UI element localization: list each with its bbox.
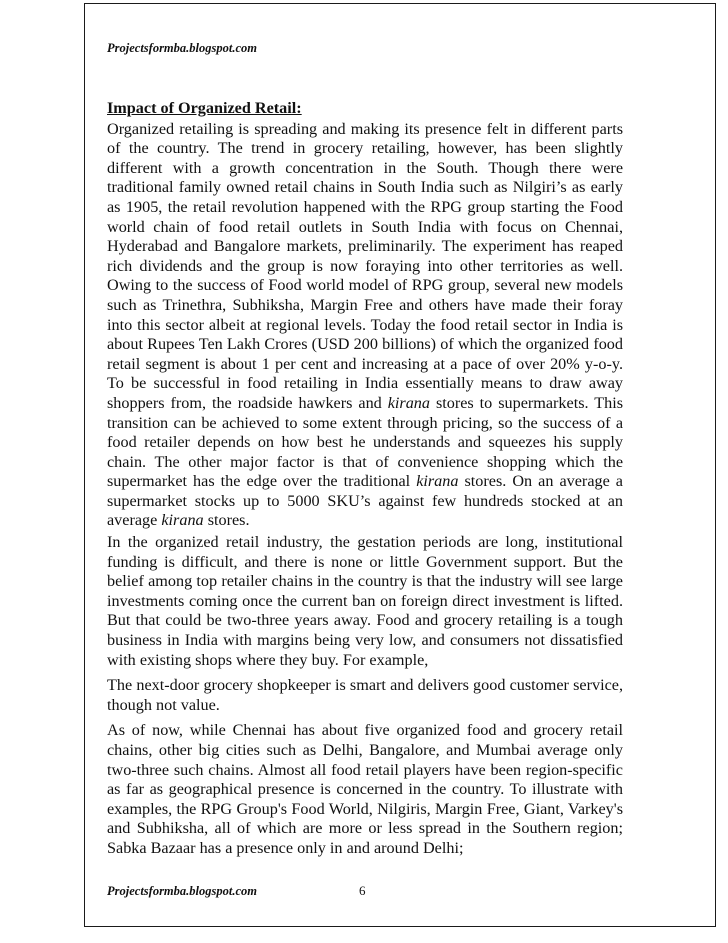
- p1-text-c: stores. On an average a supermarket stocks up to 5000 SKU’s against few hundreds stocked at an average: [107, 472, 623, 530]
- document-body: [107, 99, 623, 861]
- p1-text-d: stores.: [203, 511, 250, 530]
- page-number: 6: [359, 883, 366, 898]
- paragraph-4: As of now, while Chennai has about five organized food and grocery retail chains, other big cities such as Delhi, Bangalore, and Mumbai average only two-three such chains. Almost all food retail players have been region-specific as far as geographical presence is concerned in the country. To illustrate with examples, the RPG Group's Food World, Nilgiris, Margin Free, Giant, Varkey's and Subhiksha, all of which are more or less spread in the Southern region; Sabka Bazaar has a presence only in and around Delhi;: [107, 721, 623, 857]
- paragraph-2: In the organized retail industry, the gestation periods are long, institutional funding is difficult, and there is none or little Government support. But the belief among top retailer chains in the country is that the industry will see large investments coming once the current ban on foreign direct investment is lifted. But that could be two-three years away. Food and grocery retailing is a tough business in India with margins being very low, and consumers not dissatisfied with existing shops where they buy. For example,: [107, 533, 623, 669]
- p1-kirana-1: kirana: [387, 393, 430, 412]
- section-heading: Impact of Organized Retail:: [107, 99, 302, 117]
- p1-kirana-3: kirana: [161, 511, 204, 530]
- paragraph-1: [107, 120, 623, 531]
- paragraph-3: The next-door grocery shopkeeper is smart and delivers good customer service, though not value.: [107, 676, 623, 714]
- p1-text-a: Organized retailing is spreading and making its presence felt in different parts of the country. The trend in grocery retailing, however, has been slightly different with a growth concentration in the South. Though there were traditional family owned retail chains in South India such as Nilgiri’s as early as 1905, the retail revolution happened with the RPG group starting the Food world chain of food retail outlets in South India with focus on Chennai, Hyderabad and Bangalore markets, preliminarily. The experiment has reaped rich dividends and the group is now foraying into other territories as well. Owing to the success of Food world model of RPG group, several new models such as Trinethra, Subhiksha, Margin Free and others have made their foray into this sector albeit at regional levels. Today the food retail sector in India is about Rupees Ten Lakh Crores (USD 200 billions) of which the organized food retail segment is about 1 per cent and increasing at a pace of over 20% y-o-y. To be successful in food retailing in India essentially means to draw away shoppers from, the roadside hawkers and: [107, 119, 623, 412]
- p1-kirana-2: kirana: [416, 472, 459, 491]
- p1-text-b: stores to supermarkets. This transition can be achieved to some extent through pricing, so the success of a food retailer depends on how best he understands and squeezes his supply chain. The other major factor is that of convenience shopping which the supermarket has the edge over the traditional: [107, 393, 623, 491]
- header-site-name: Projectsformba.blogspot.com: [107, 41, 257, 55]
- footer-site-name: Projectsformba.blogspot.com: [107, 884, 257, 898]
